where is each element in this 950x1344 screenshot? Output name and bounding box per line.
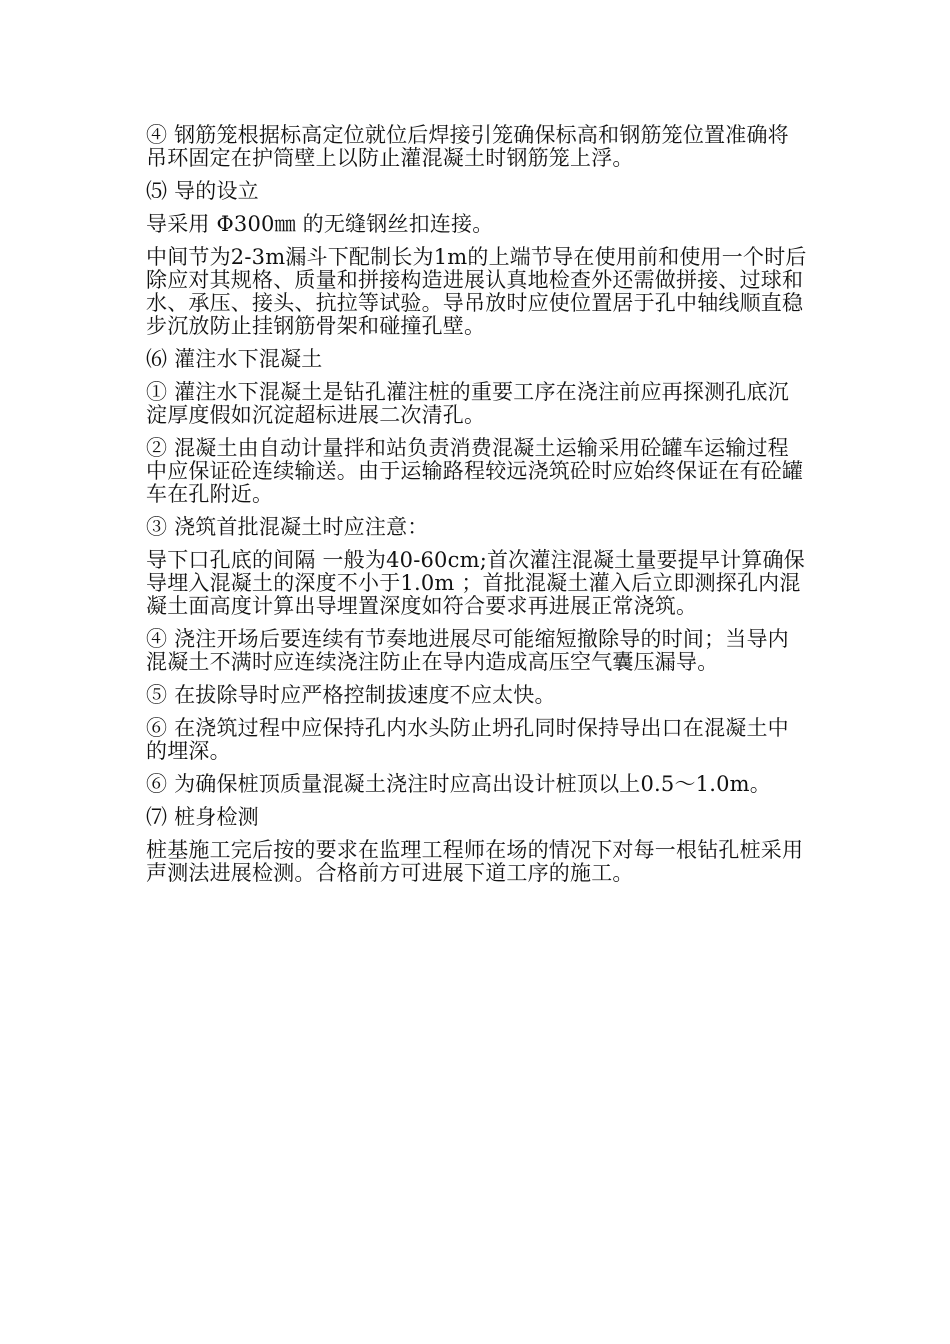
paragraph-concrete-step-2: ② 混凝土由自动计量拌和站负责消费混凝土运输采用砼罐车运输过程中应保证砼连续输送。由于运输路程较远浇筑砼时应始终保证在有砼罐车在孔附近。 bbox=[146, 436, 804, 506]
section-heading-pile-inspection: ⑺ 桩身检测 bbox=[146, 805, 259, 829]
paragraph-concrete-step-4: ④ 浇注开场后要连续有节奏地进展尽可能缩短撤除导的时间；当导内混凝土不满时应连续浇注防止在导内造成高压空气囊压漏导。 bbox=[146, 627, 789, 674]
paragraph-pile-inspection: 桩基施工完后按的要求在监理工程师在场的情况下对每一根钻孔桩采用声测法进展检测。合格前方可进展下道工序的施工。 bbox=[146, 838, 804, 885]
paragraph-concrete-step-1: ① 灌注水下混凝土是钻孔灌注桩的重要工序在浇注前应再探测孔底沉淀厚度假如沉淀超标进展二次清孔。 bbox=[146, 380, 789, 427]
paragraph-first-pour-notes: 导下口孔底的间隔 一般为40-60cm;首次灌注混凝土量要提早计算确保导埋入混凝土的深度不小于1.0m ；首批混凝土灌入后立即测探孔内混凝土面高度计算出导埋置深度如符合要求再进展正常浇筑。 bbox=[146, 548, 805, 618]
document-body bbox=[146, 124, 810, 895]
section-heading-pipe-setup: ⑸ 导的设立 bbox=[146, 179, 259, 203]
paragraph-pipe-inspection: 中间节为2-3m漏斗下配制长为1m的上端节导在使用前和使用一个时后除应对其规格、质量和拼接构造进展认真地检查外还需做拼接、过球和水、承压、接头、抗拉等试验。导吊放时应使位置居于孔中轴线顺直稳步沉放防止挂钢筋骨架和碰撞孔壁。 bbox=[146, 245, 807, 338]
paragraph-cage-positioning: ④ 钢筋笼根据标高定位就位后焊接引笼确保标高和钢筋笼位置准确将吊环固定在护筒壁上以防止灌混凝土时钢筋笼上浮。 bbox=[146, 123, 789, 170]
paragraph-concrete-step-6a: ⑥ 在浇筑过程中应保持孔内水头防止坍孔同时保持导出口在混凝土中的埋深。 bbox=[146, 716, 789, 763]
paragraph-pipe-material: 导采用 Φ300㎜ 的无缝钢丝扣连接。 bbox=[146, 212, 494, 236]
section-heading-underwater-concrete: ⑹ 灌注水下混凝土 bbox=[146, 347, 323, 371]
paragraph-concrete-step-6b: ⑥ 为确保桩顶质量混凝土浇注时应高出设计桩顶以上0.5～1.0m。 bbox=[146, 772, 771, 796]
paragraph-concrete-step-5: ⑤ 在拔除导时应严格控制拔速度不应太快。 bbox=[146, 683, 556, 707]
paragraph-concrete-step-3: ③ 浇筑首批混凝土时应注意： bbox=[146, 515, 429, 539]
